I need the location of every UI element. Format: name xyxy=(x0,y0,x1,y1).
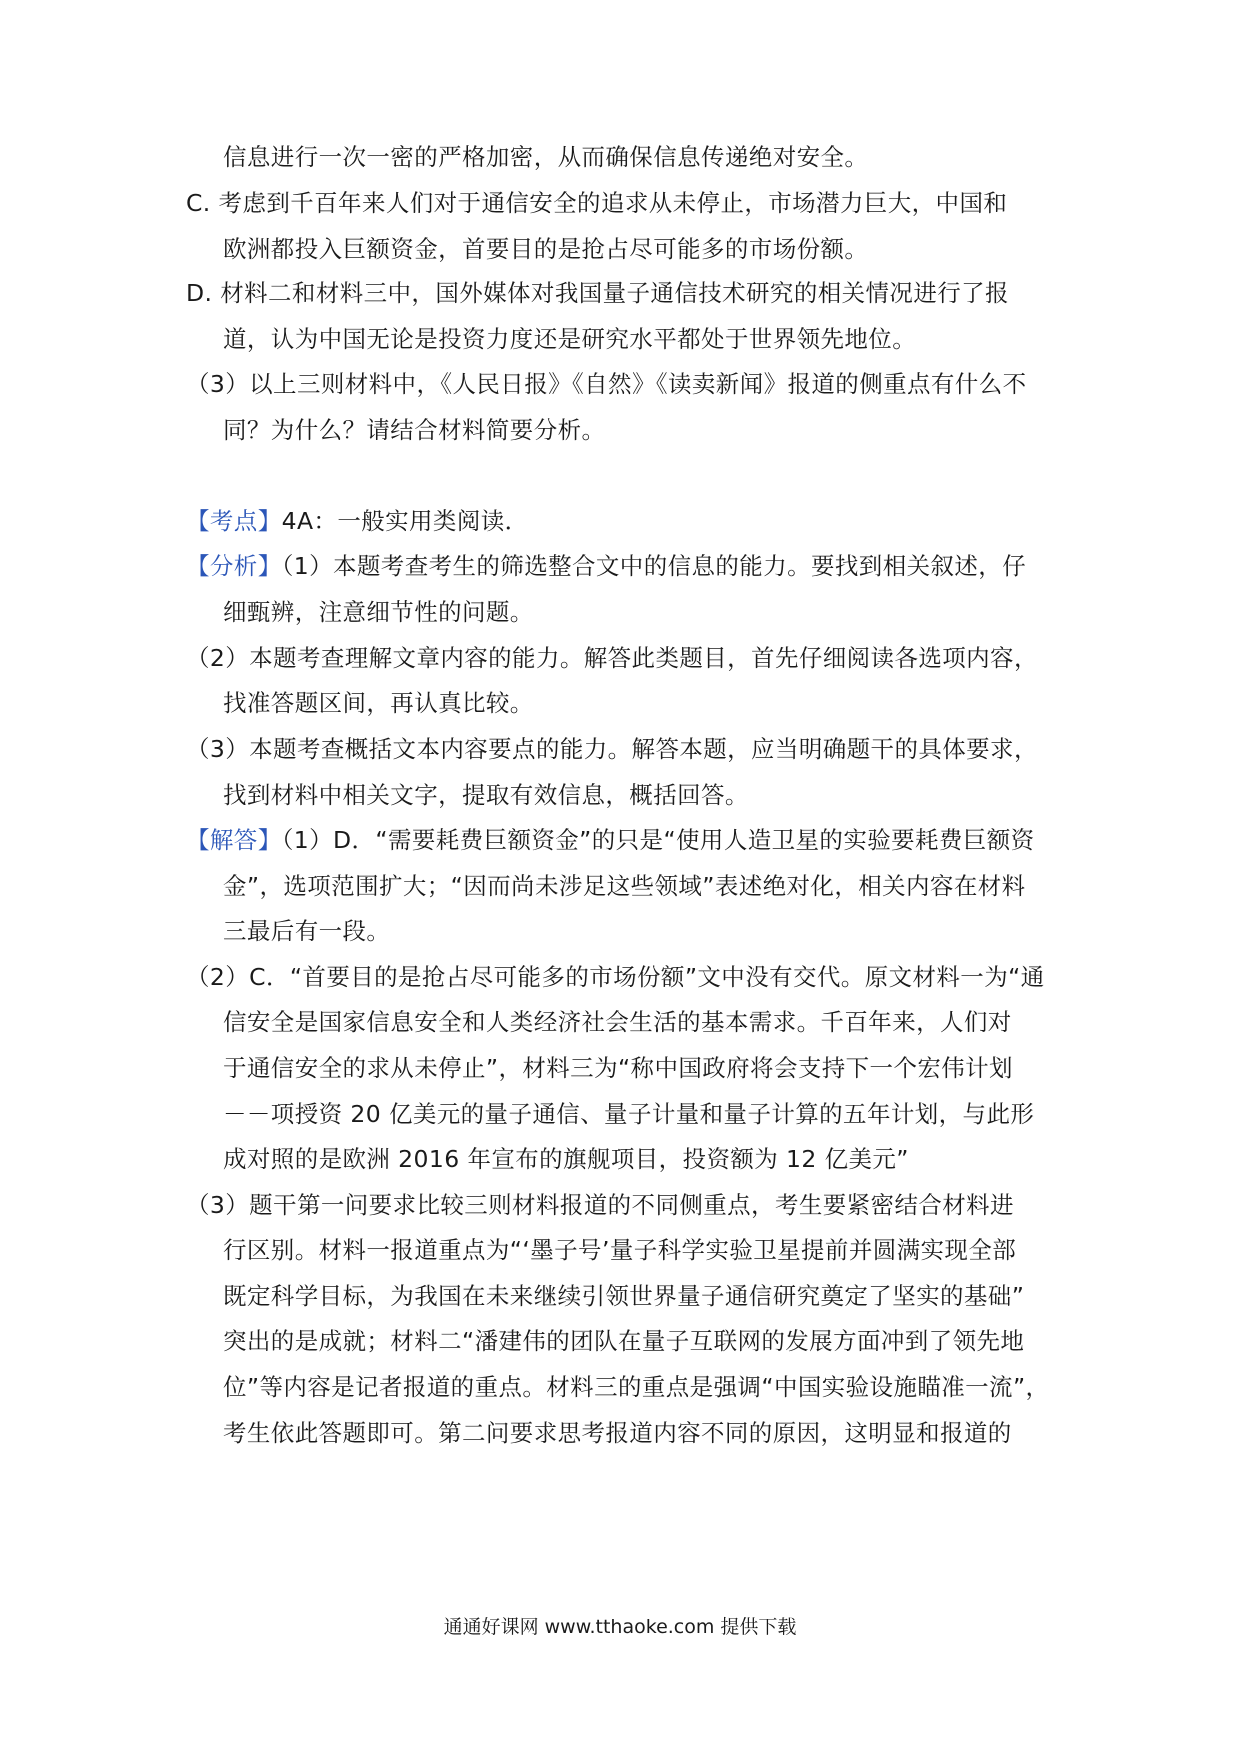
option-d: D. 材料二和材料三中，国外媒体对我国量子通信技术研究的相关情况进行了报 xyxy=(186,279,1009,307)
text-line: 找到材料中相关文字，提取有效信息，概括回答。 xyxy=(223,781,749,809)
text-line: 既定科学目标，为我国在未来继续引领世界量子通信研究奠定了坚实的基础” xyxy=(223,1282,1025,1310)
page-footer: 通通好课网 www.tthaoke.com 提供下载 xyxy=(443,1616,797,1638)
kaodian-text: 4A：一般实用类阅读． xyxy=(281,507,529,535)
text-line: （3）题干第一问要求比较三则材料报道的不同侧重点，考生要紧密结合材料进 xyxy=(186,1191,1014,1219)
text-line: 信安全是国家信息安全和人类经济社会生活的基本需求。千百年来，人们对 xyxy=(223,1008,1012,1036)
text-line: （2）C．“首要目的是抢占尽可能多的市场份额”文中没有交代。原文材料一为“通 xyxy=(186,963,1045,991)
fenxi-text: （1）本题考查考生的筛选整合文中的信息的能力。要找到相关叙述，仔 xyxy=(281,552,1027,580)
text-line: 成对照的是欧洲 2016 年宣布的旗舰项目，投资额为 12 亿美元” xyxy=(223,1145,909,1173)
text-line: 三最后有一段。 xyxy=(223,917,391,945)
fenxi-line xyxy=(186,549,1026,583)
question-3: （3）以上三则材料中，《人民日报》《自然》《读卖新闻》报道的侧重点有什么不 xyxy=(186,370,1027,398)
kaodian-tag: 【考点】 xyxy=(186,507,282,535)
text-line: 位”等内容是记者报道的重点。材料三的重点是强调“中国实验设施瞄准一流”， xyxy=(223,1373,1050,1401)
kaodian-line xyxy=(186,504,529,538)
text-line: 行区别。材料一报道重点为“‘墨子号’量子科学实验卫星提前并圆满实现全部 xyxy=(223,1236,1017,1264)
text-line: 于通信安全的求从未停止”，材料三为“称中国政府将会支持下一个宏伟计划 xyxy=(223,1054,1013,1082)
jieda-text: （1）D．“需要耗费巨额资金”的只是“使用人造卫星的实验要耗费巨额资 xyxy=(281,826,1035,854)
text-line: 欧洲都投入巨额资金，首要目的是抢占尽可能多的市场份额。 xyxy=(223,235,869,263)
text-line: 同？为什么？请结合材料简要分析。 xyxy=(223,416,606,444)
text-line: （3）本题考查概括文本内容要点的能力。解答本题，应当明确题干的具体要求， xyxy=(186,735,1038,763)
fenxi-tag: 【分析】 xyxy=(186,552,282,580)
text-line: －－项授资 20 亿美元的量子通信、量子计量和量子计算的五年计划，与此形 xyxy=(223,1100,1035,1128)
text-line: 细甄辨，注意细节性的问题。 xyxy=(223,598,534,626)
option-c: C. 考虑到千百年来人们对于通信安全的追求从未停止，市场潜力巨大，中国和 xyxy=(186,189,1008,217)
jieda-line xyxy=(186,823,1035,857)
text-line: 找准答题区间，再认真比较。 xyxy=(223,689,534,717)
text-line: 考生依此答题即可。第二问要求思考报道内容不同的原因，这明显和报道的 xyxy=(223,1419,1012,1447)
text-line: 道，认为中国无论是投资力度还是研究水平都处于世界领先地位。 xyxy=(223,325,917,353)
text-line: 金”，选项范围扩大；“因而尚未涉足这些领域”表述绝对化，相关内容在材料 xyxy=(223,872,1026,900)
jieda-tag: 【解答】 xyxy=(186,826,282,854)
text-line: 突出的是成就；材料二“潘建伟的团队在量子互联网的发展方面冲到了领先地 xyxy=(223,1327,1025,1355)
text-line: （2）本题考查理解文章内容的能力。解答此类题目，首先仔细阅读各选项内容， xyxy=(186,644,1038,672)
text-line: 信息进行一次一密的严格加密，从而确保信息传递绝对安全。 xyxy=(223,143,869,171)
